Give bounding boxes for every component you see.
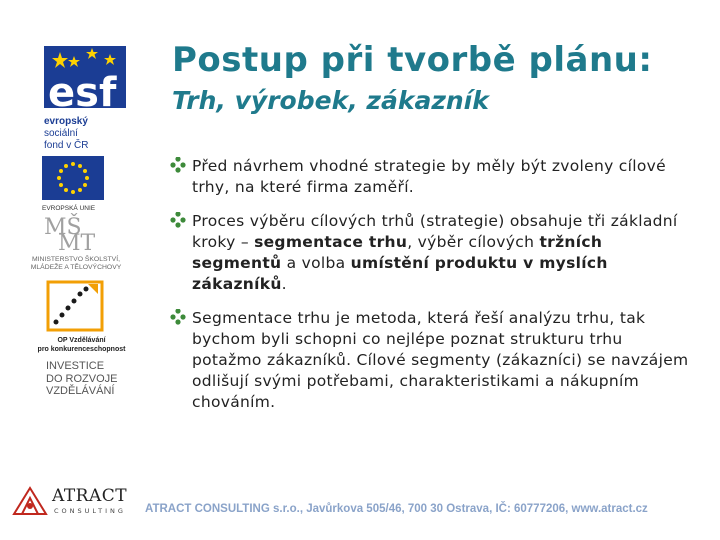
op-logo-icon bbox=[24, 280, 139, 332]
bullet-text-part: . bbox=[281, 275, 287, 293]
diamond-bullet-icon bbox=[170, 157, 186, 173]
eu-logo bbox=[42, 156, 112, 212]
atract-logo bbox=[10, 484, 138, 520]
eu-flag-icon bbox=[42, 156, 104, 200]
bullet-list bbox=[170, 156, 690, 426]
svg-text:MT: MT bbox=[58, 231, 96, 252]
page-subtitle: Trh, výrobek, zákazník bbox=[172, 86, 489, 115]
esf-line-2: sociální bbox=[44, 128, 78, 139]
bullet-text bbox=[192, 212, 678, 293]
investice-line-1: INVESTICE bbox=[46, 360, 105, 372]
op-line-1: OP Vzdělávání bbox=[57, 337, 106, 344]
bullet-text-part: Před návrhem vhodné strategie by měly být zvoleny cílové trhy, na které firma zaměří. bbox=[192, 157, 666, 196]
bullet-text-part: Proces výběru cílových trhů (strategie) obsahuje tři základní kroky – bbox=[192, 212, 678, 251]
investice-line-2: DO ROZVOJE bbox=[46, 372, 118, 385]
atract-name: ATRACT bbox=[52, 486, 128, 506]
bullet-item bbox=[170, 308, 690, 413]
op-line-2: pro konkurenceschopnost bbox=[37, 346, 126, 353]
msmt-monogram-icon bbox=[14, 212, 138, 252]
bullet-text bbox=[192, 309, 688, 411]
op-logo bbox=[24, 280, 139, 354]
bullet-text-bold: segmentace trhu bbox=[254, 233, 408, 251]
page-title: Postup při tvorbě plánu: bbox=[172, 40, 653, 80]
esf-line-3: fond v ČR bbox=[44, 140, 89, 151]
bullet-text-bold: tržních segmentů bbox=[192, 233, 603, 272]
footer-text: ATRACT CONSULTING s.r.o., Javůrkova 505/46, 700 30 Ostrava, IČ: 60777206, www.atract.cz bbox=[145, 503, 648, 515]
bullet-item bbox=[170, 211, 690, 295]
bullet-text bbox=[192, 157, 666, 196]
bullet-text-part: , výběr cílových bbox=[407, 233, 540, 251]
investice-line-3: VZDĚLÁVÁNÍ bbox=[46, 385, 115, 397]
diamond-bullet-icon bbox=[170, 212, 186, 228]
bullet-text-part: Segmentace trhu je metoda, která řeší analýzu trhu, tak bychom byli schopni co nejlépe poznat strukturu trhu potažmo zákazníků. Cílové segmenty (zákazníci) se navzájem odlišují svými potřebami, charakteristikami a nákupním chováním. bbox=[192, 309, 689, 411]
msmt-logo bbox=[14, 212, 138, 274]
atract-emblem-icon bbox=[10, 484, 50, 518]
msmt-line-1: MINISTERSTVO ŠKOLSTVÍ, bbox=[32, 256, 120, 263]
eu-label: EVROPSKÁ UNIE bbox=[42, 205, 96, 212]
svg-text:esf: esf bbox=[48, 70, 117, 112]
esf-line-1: evropský bbox=[44, 116, 88, 127]
svg-text:MŠ: MŠ bbox=[44, 215, 82, 240]
diamond-bullet-icon bbox=[170, 309, 186, 325]
bullet-text-bold: umístění produktu v myslích zákazníků bbox=[192, 254, 608, 293]
bullet-item bbox=[170, 156, 690, 198]
esf-logo bbox=[40, 42, 130, 152]
sidebar-logos bbox=[0, 0, 140, 540]
msmt-line-2: MLÁDEŽE A TĚLOVÝCHOVY bbox=[30, 264, 122, 271]
esf-flag-icon bbox=[40, 42, 130, 112]
investice-logo bbox=[46, 360, 118, 398]
bullet-text-part: a volba bbox=[281, 254, 351, 272]
atract-tagline: CONSULTING bbox=[54, 507, 126, 515]
